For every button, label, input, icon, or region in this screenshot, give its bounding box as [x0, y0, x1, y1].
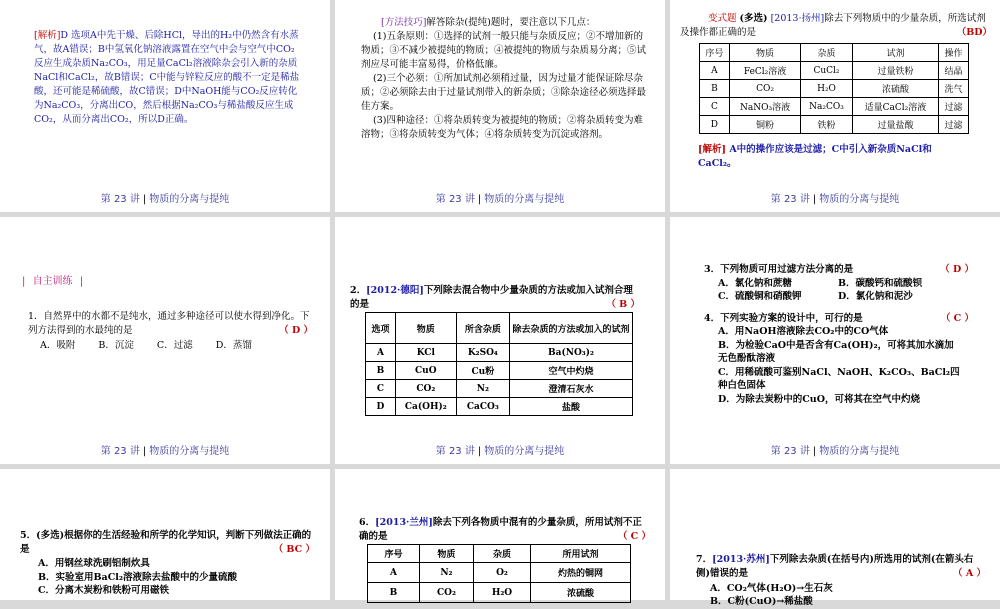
cell: CO₂: [419, 583, 473, 603]
table-row: [366, 380, 633, 398]
th-reagent: 所用试剂: [531, 545, 631, 563]
cell: 铜粉: [729, 116, 800, 134]
slide-6: [670, 217, 1000, 464]
option: B．碳酸钙和硫酸钡: [838, 278, 923, 289]
table-row: [366, 362, 633, 380]
cell: 灼热的铜网: [531, 563, 631, 583]
question-7-option-a: A．CO₂气体(H₂O)→生石灰: [710, 583, 833, 594]
footer: 第 23 讲 | 物质的分离与提纯: [770, 446, 900, 457]
cell: N₂: [456, 380, 509, 398]
slide-3: [670, 0, 1000, 212]
analysis-label: [解析]: [34, 30, 61, 41]
footer-lesson: 第 23 讲: [100, 446, 140, 457]
footer-title: 物质的分离与提纯: [149, 194, 230, 205]
cell: CO₂: [729, 80, 800, 98]
variant-label: 变式题: [708, 13, 737, 24]
cell: B: [368, 583, 420, 603]
slide-4: [0, 217, 330, 464]
table-row: [700, 80, 969, 98]
cell: 过滤: [939, 116, 969, 134]
question-7: [696, 553, 986, 581]
variant-analysis: [698, 143, 968, 171]
cell: 盐酸: [510, 398, 633, 416]
cell: 空气中灼烧: [510, 362, 633, 380]
option: B．为检验CaO中是否含有Ca(OH)₂，可将其加水滴加无色酚酞溶液: [718, 339, 954, 364]
option: D．为除去炭粉中的CuO，可将其在空气中灼烧: [718, 393, 920, 405]
slide-7: [0, 469, 330, 600]
question-7-source: [2013·苏州]: [712, 554, 770, 565]
table-header: [700, 44, 969, 62]
cell: C: [366, 380, 396, 398]
cell: NaNO₃溶液: [729, 98, 800, 116]
cell: C: [700, 98, 730, 116]
cell: H₂O: [801, 80, 853, 98]
footer-lesson: 第 23 讲: [770, 446, 810, 457]
question-4: [704, 312, 974, 326]
question-2-stem: 下列除去混合物中少量杂质的方法或加入试剂合理的是: [350, 285, 633, 310]
cell: 铁粉: [801, 116, 853, 134]
cell: 过量盐酸: [852, 116, 938, 134]
question-5: [20, 529, 315, 557]
th-substance: 物质: [419, 545, 473, 563]
th-substance: 物质: [729, 44, 800, 62]
footer: 第 23 讲 | 物质的分离与提纯: [435, 446, 565, 457]
heading-text: 自主训练: [32, 276, 73, 287]
variant-source: [2013·扬州]: [770, 13, 825, 24]
footer-lesson: 第 23 讲: [100, 194, 140, 205]
question-4-options: [718, 325, 963, 406]
question-6-number: 6．: [359, 517, 376, 528]
cell: 澄清石灰水: [510, 380, 633, 398]
table-row: [368, 583, 631, 603]
method-p3: (3)四种途径：①将杂质转变为被提纯的物质；②将杂质转变为难溶物；③将杂质转变为气体；④将杂质转变为沉淀或溶剂。: [361, 115, 643, 140]
cell: Cu粉: [456, 362, 509, 380]
th-index: 序号: [700, 44, 730, 62]
option: B．实验室用BaCl₂溶液除去盐酸中的少量硫酸: [38, 571, 238, 583]
cell: O₂: [473, 563, 530, 583]
cell: 浓硫酸: [852, 80, 938, 98]
table-row: [700, 62, 969, 80]
footer: 第 23 讲 | 物质的分离与提纯: [100, 446, 230, 457]
option: C．硫酸铜和硝酸钾: [718, 291, 802, 302]
footer-title: 物质的分离与提纯: [484, 194, 565, 205]
cell: A: [368, 563, 420, 583]
footer-title: 物质的分离与提纯: [149, 446, 230, 457]
cell: B: [700, 80, 730, 98]
cell: 结晶: [939, 62, 969, 80]
method-intro: 解答除杂(提纯)题时，要注意以下几点：: [426, 17, 596, 28]
cell: Na₂CO₃: [801, 98, 853, 116]
table-row: [368, 563, 631, 583]
option: B．沉淀: [98, 340, 134, 351]
variant-stem: 除去下列物质中的少量杂质，所选试剂及操作都正确的是: [680, 13, 986, 38]
footer-lesson: 第 23 讲: [435, 194, 475, 205]
table-row: [366, 398, 633, 416]
method-label: [方法技巧]: [381, 17, 427, 28]
cell: CO₂: [395, 380, 456, 398]
question-3-answer: （ D ）: [940, 264, 974, 275]
table-header: [368, 545, 631, 563]
cell: CaCO₃: [456, 398, 509, 416]
cell: D: [366, 398, 396, 416]
variant-table: [699, 43, 969, 134]
th-option: 选项: [366, 313, 396, 344]
cell: N₂: [419, 563, 473, 583]
method-p2: (2)三个必须：①所加试剂必须稍过量，因为过量才能保证除尽杂质；②必须除去由于过量试剂带入的新杂质；③除杂途径必须选择最佳方案。: [361, 73, 647, 112]
slide-1: [0, 0, 330, 212]
th-impurity: 杂质: [801, 44, 853, 62]
cell: 适量CaCl₂溶液: [852, 98, 938, 116]
question-3: [704, 263, 974, 277]
option: D．蒸馏: [215, 340, 252, 351]
cell: Ba(NO₃)₂: [510, 344, 633, 362]
footer: 第 23 讲 | 物质的分离与提纯: [770, 194, 900, 205]
th-index: 序号: [368, 545, 420, 563]
table-row: [700, 116, 969, 134]
table-row: [366, 344, 633, 362]
question-3-stem: 3．下列物质可用过滤方法分离的是: [704, 264, 854, 275]
question-1: [28, 310, 313, 338]
option: C．过滤: [156, 340, 193, 351]
cell: K₂SO₄: [456, 344, 509, 362]
option: C．用稀硫酸可鉴别NaCl、NaOH、K₂CO₃、BaCl₂四种白色固体: [718, 366, 960, 391]
analysis-body: D 选项A中先干燥、后除HCl，导出的H₂中仍然含有水蒸气，故A错误；B中氢氧化钠溶液露置在空气中会与空气中CO₂反应生成杂质Na₂CO₃，用足量CaCl₂溶液除杂会引入新的杂质NaCl和CaCl₂，故B错误；C中能与锌粒反应的酸不一定是稀盐酸，还可能是稀硫酸，故C错误；D中NaOH能与CO₂反应转化为Na₂CO₃，分离出CO，然后根据Na₂CO₃与稀盐酸反应生成CO₂，从而分离出CO₂，所以D正确。: [34, 30, 300, 125]
question-7-answer: （ A ）: [953, 568, 986, 579]
analysis-body: A中的操作应该是过滤；C中引入新杂质NaCl和CaCl₂。: [698, 144, 932, 169]
th-substance: 物质: [395, 313, 456, 344]
cell: FeCl₂溶液: [729, 62, 800, 80]
footer-title: 物质的分离与提纯: [484, 446, 565, 457]
question-2: [350, 284, 640, 312]
cell: 过滤: [939, 98, 969, 116]
option: A．吸附: [40, 340, 76, 351]
question-2-answer: （ B ）: [606, 299, 640, 310]
footer-lesson: 第 23 讲: [435, 446, 475, 457]
question-5-answer: （ BC ）: [273, 544, 315, 555]
th-operation: 操作: [939, 44, 969, 62]
option: A．氯化钠和蔗糖: [718, 278, 792, 289]
question-6-source: [2013·兰州]: [375, 517, 433, 528]
question-3-options: [718, 277, 978, 303]
cell: KCl: [395, 344, 456, 362]
question-6-table: [367, 544, 631, 603]
table-header: [366, 313, 633, 344]
option: A．用NaOH溶液除去CO₂中的CO气体: [718, 326, 889, 337]
cell: CuO: [395, 362, 456, 380]
method-tips: [361, 16, 646, 142]
table-row: [700, 98, 969, 116]
question-5-stem: 5．(多选)根据你的生活经验和所学的化学知识，判断下列做法正确的是: [20, 530, 312, 555]
question-7-stem: 下列除去杂质(在括号内)所选用的试剂(在箭头右侧)错误的是: [696, 554, 974, 579]
variant-question: [680, 12, 992, 40]
footer-lesson: 第 23 讲: [770, 194, 810, 205]
footer-title: 物质的分离与提纯: [819, 446, 900, 457]
th-method: 除去杂质的方法或加入的试剂: [510, 313, 633, 344]
question-1-answer: （ D ）: [279, 325, 313, 336]
footer-title: 物质的分离与提纯: [819, 194, 900, 205]
question-2-source: [2012·德阳]: [366, 285, 424, 296]
question-1-options: [40, 339, 300, 353]
question-4-answer: （ C ）: [940, 313, 974, 324]
question-7-number: 7．: [696, 554, 713, 565]
slide-9: [670, 469, 1000, 607]
question-1-stem: 1．自然界中的水都不是纯水，通过多种途径可以使水得到净化。下列方法得到的水最纯的是: [28, 311, 310, 336]
option: D．氯化钠和泥沙: [838, 291, 913, 302]
cell: B: [366, 362, 396, 380]
footer: 第 23 讲 | 物质的分离与提纯: [100, 194, 230, 205]
variant-answer: （BD）: [956, 27, 992, 38]
slide-2: [335, 0, 665, 212]
question-6-answer: （ C ）: [617, 531, 651, 542]
th-impurity: 杂质: [473, 545, 530, 563]
question-2-number: 2．: [350, 285, 367, 296]
slide-5: [335, 217, 665, 464]
question-2-table: [365, 312, 633, 416]
question-5-options: [38, 557, 318, 598]
cell: CuCl₂: [801, 62, 853, 80]
slide-8: [335, 469, 665, 600]
option: A．用钢丝球洗刷铝制炊具: [38, 558, 150, 569]
footer: 第 23 讲 | 物质的分离与提纯: [435, 194, 565, 205]
cell: A: [366, 344, 396, 362]
self-training-heading: | 自主训练 |: [22, 276, 84, 287]
analysis-label: [解析]: [698, 144, 726, 155]
cell: D: [700, 116, 730, 134]
cell: 浓硫酸: [531, 583, 631, 603]
question-6-stem: 除去下列各物质中混有的少量杂质，所用试剂不正确的是: [359, 517, 642, 542]
th-impurity: 所含杂质: [456, 313, 509, 344]
method-p1: (1)五条原则：①选择的试剂一般只能与杂质反应；②不增加新的物质；③不减少被提纯的物质；④被提纯的物质与杂质易分离；⑤试剂应尽可能丰富易得，价格低廉。: [361, 31, 647, 70]
cell: H₂O: [473, 583, 530, 603]
cell: Ca(OH)₂: [395, 398, 456, 416]
th-reagent: 试剂: [852, 44, 938, 62]
question-4-stem: 4．下列实验方案的设计中，可行的是: [704, 313, 863, 324]
cell: A: [700, 62, 730, 80]
question-7-option-b: B．C粉(CuO)→稀盐酸: [710, 596, 813, 607]
analysis-text: [34, 29, 302, 127]
cell: 过量铁粉: [852, 62, 938, 80]
option: C．分离木炭粉和铁粉可用磁铁: [38, 585, 170, 596]
question-6: [359, 516, 651, 544]
variant-tag: (多选): [739, 13, 768, 24]
cell: 洗气: [939, 80, 969, 98]
